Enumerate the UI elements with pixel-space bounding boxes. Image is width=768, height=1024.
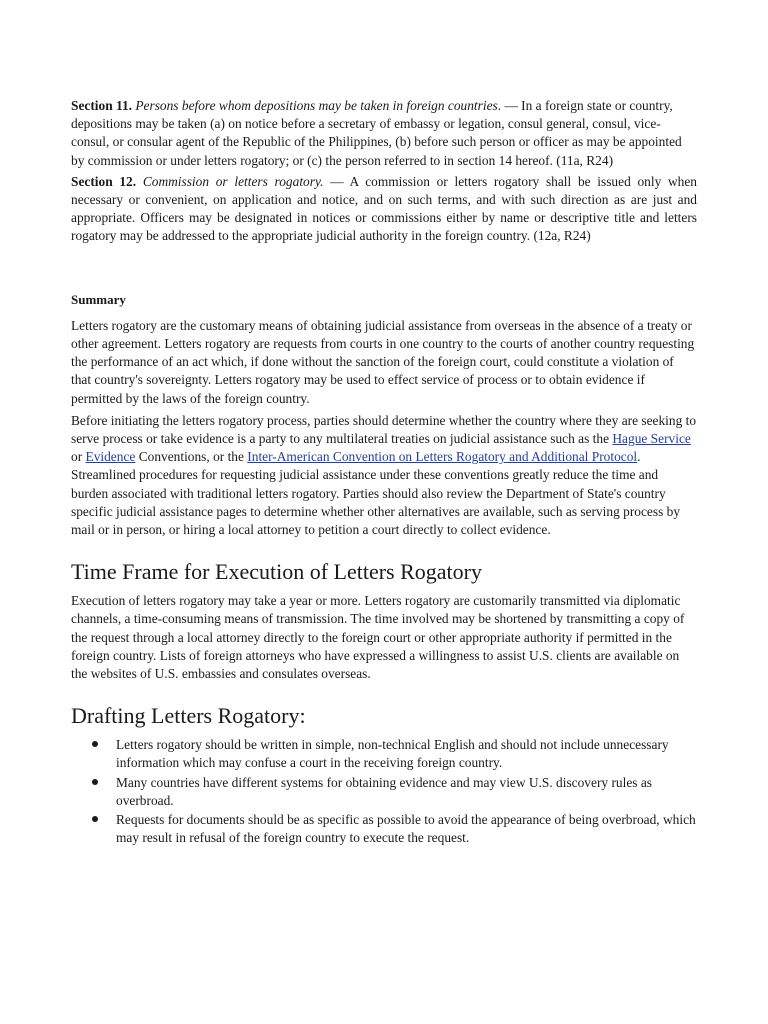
bullet-icon [92, 816, 98, 822]
list-item-text: Many countries have different systems for obtaining evidence and may view U.S. discovery rules as overbroad. [116, 774, 652, 808]
summary-p2-text-3: . Streamlined procedures for requesting judicial assistance under these conventions greatly reduce the time and burden associated with traditional letters rogatory. Parties should also review the Department of State's country specific judicial assistance pages to determine whether other alternatives are available, such as serving process by mail or in person, or hiring a local attorney to petition a court directly to collect evidence. [71, 449, 681, 538]
section-11-label: Section 11. [71, 98, 133, 113]
time-frame-paragraph: Execution of letters rogatory may take a year or more. Letters rogatory are customarily transmitted via diplomatic channels, a time-consuming means of transmission. The time involved may be shortened by transmitting a copy of the request through a local attorney directly to the foreign court or other appropriate authority if permitted in the foreign country. Lists of foreign attorneys who have expressed a willingness to assist U.S. clients are available on the websites of U.S. embassies and consulates overseas. [71, 593, 685, 682]
hague-service-link[interactable]: Hague Service [612, 431, 691, 447]
drafting-list [71, 736, 697, 847]
section-12-title: Commission or letters rogatory. [142, 173, 324, 189]
summary-paragraph-1: Letters rogatory are the customary means of obtaining judicial assistance from overseas in the absence of a treaty or other agreement. Letters rogatory are requests from courts in one country to the courts of another country requesting the performance of an act which, if done without the sanction of the foreign court, could constitute a violation of that country's sovereignty. Letters rogatory may be used to effect service of process or to obtain evidence if permitted by the laws of the foreign country. [71, 317, 695, 406]
section-12-label: Section 12. [71, 173, 137, 189]
list-item [116, 736, 697, 772]
summary-p2-text-1: Before initiating the letters rogatory process, parties should determine whether the country where they are seeking to serve process or take evidence is a party to any multilateral treaties on judicial assistance such as the [71, 412, 697, 447]
inter-american-convention-link[interactable]: Inter-American Convention on Letters Rogatory and Additional Protocol [247, 449, 638, 465]
time-frame-heading: Time Frame for Execution of Letters Rogatory [71, 559, 482, 585]
bullet-icon [92, 741, 98, 747]
summary-p2-text-2: Conventions, or the [135, 449, 248, 465]
summary-heading: Summary [71, 291, 126, 307]
evidence-link[interactable]: Evidence [85, 449, 136, 465]
section-11-title: Persons before whom depositions may be taken in foreign countries [135, 98, 498, 113]
document-body [71, 97, 697, 849]
section-11-paragraph [71, 97, 697, 170]
section-12-paragraph [71, 173, 697, 246]
list-item [116, 774, 697, 810]
drafting-heading: Drafting Letters Rogatory: [71, 703, 306, 729]
section-12-body: — A commission or letters rogatory shall be issued only when necessary or convenient, on application and notice, and on such terms, and with such direction as are just and appropriate. Officers may be designated in notices or commissions either by name or descriptive title and letters rogatory may be addressed to the appropriate judicial authority in the foreign country. (12a, R24) [71, 173, 697, 244]
list-item [116, 811, 697, 847]
list-item-text: Letters rogatory should be written in simple, non-technical English and should not include unnecessary information which may confuse a court in the receiving foreign country. [116, 737, 669, 771]
bullet-icon [92, 779, 98, 785]
summary-paragraph-2 [71, 412, 697, 539]
section-11-body: . — In a foreign state or country, depositions may be taken (a) on notice before a secretary of embassy or legation, consul general, consul, vice-consul, or consular agent of the Republic of the Philippines, (b) before such person or officer as may be appointed by commission or under letters rogatory; or (c) the person referred to in section 14 hereof. (11a, R24) [71, 98, 682, 168]
list-item-text: Requests for documents should be as specific as possible to avoid the appearance of being overbroad, which may result in refusal of the foreign country to execute the request. [116, 812, 696, 846]
summary-p2-or: or [71, 449, 86, 465]
